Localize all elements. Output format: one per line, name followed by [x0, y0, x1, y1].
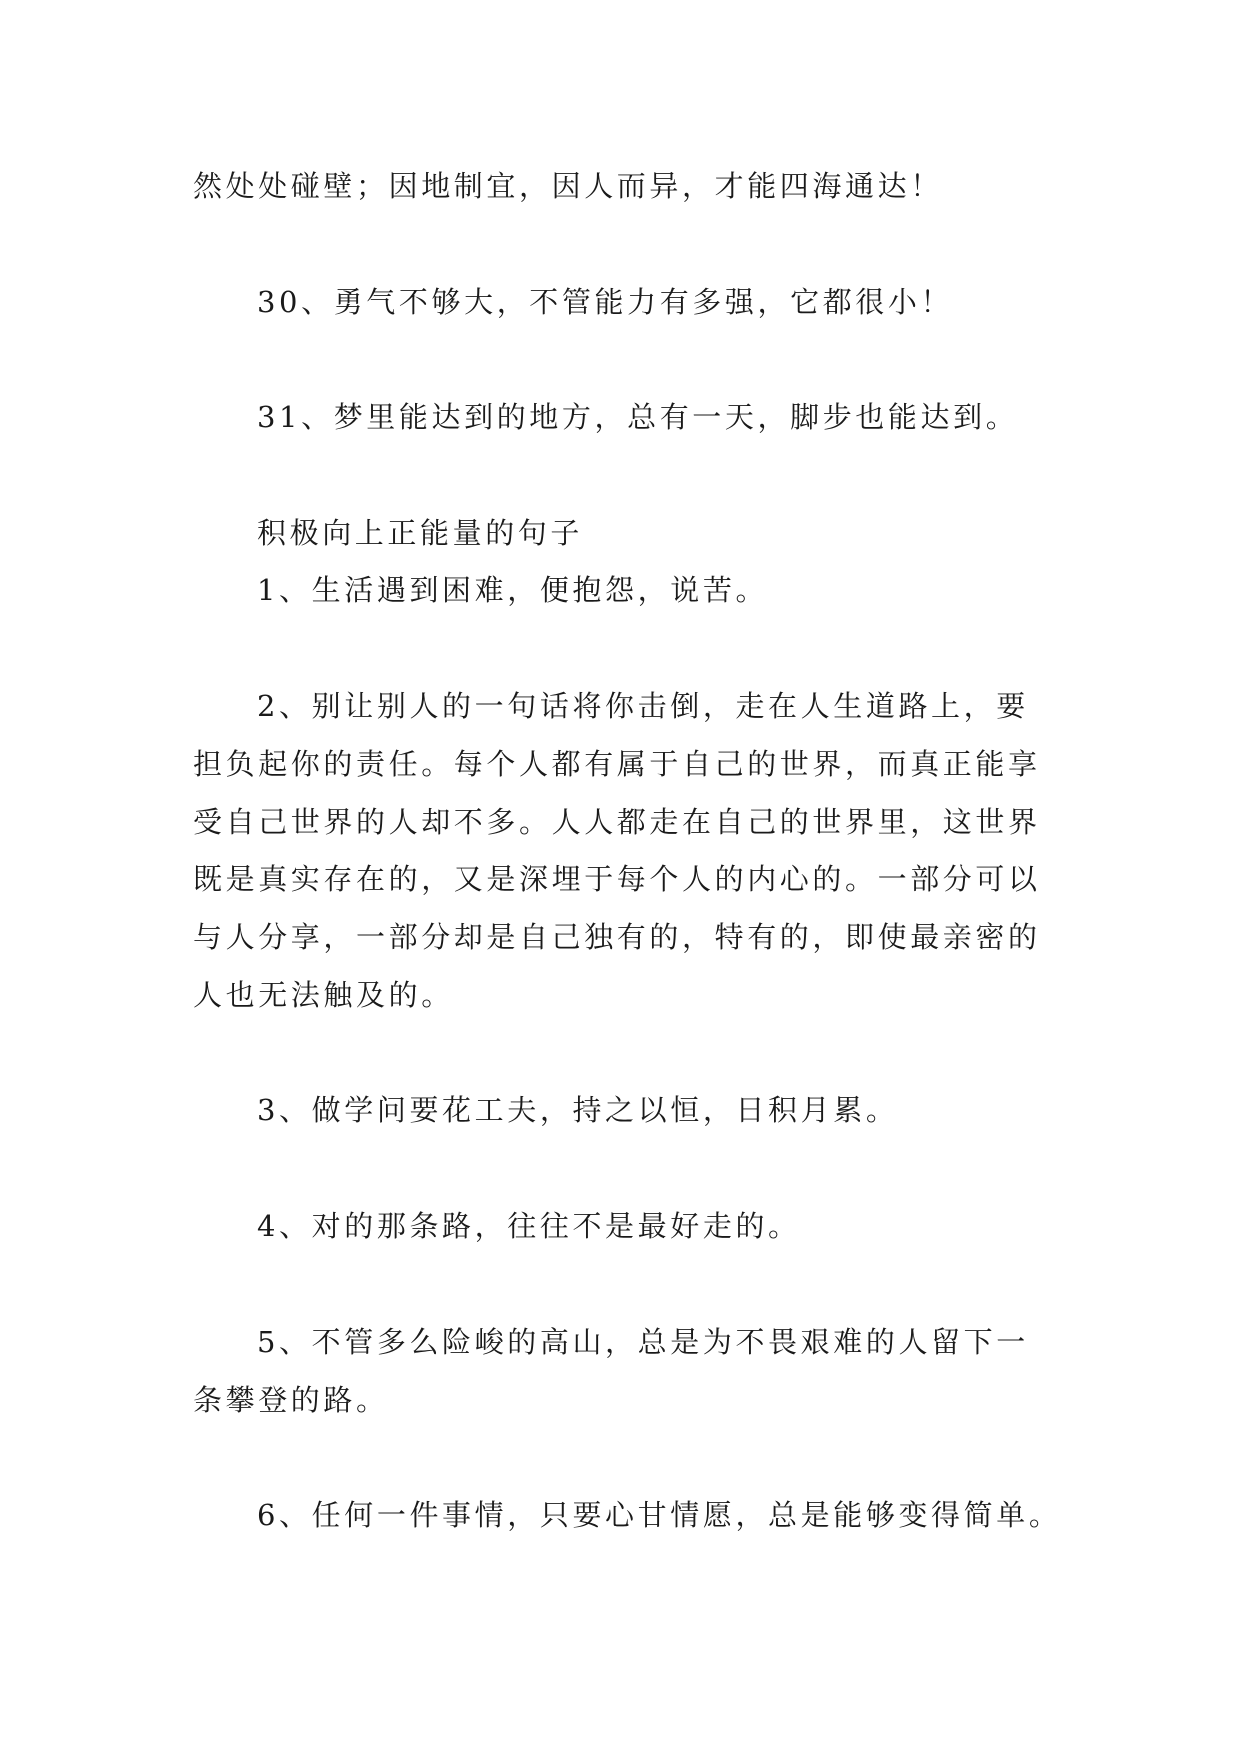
text-item-2-line-2: 担负起你的责任。每个人都有属于自己的世界，而真正能享 [193, 747, 1041, 781]
text-item-5-line-1: 5、不管多么险峻的高山，总是为不畏艰难的人留下一 [257, 1325, 1029, 1359]
text-item-5-line-2: 条攀登的路。 [193, 1383, 389, 1417]
text-item-31: 31、梦里能达到的地方，总有一天，脚步也能达到。 [257, 400, 1019, 434]
text-item-2-line-3: 受自己世界的人却不多。人人都走在自己的世界里，这世界 [193, 805, 1041, 839]
text-line-continuation: 然处处碰壁；因地制宜，因人而异，才能四海通达！ [193, 169, 943, 203]
text-item-2-line-6: 人也无法触及的。 [193, 978, 454, 1012]
text-item-4: 4、对的那条路，往往不是最好走的。 [257, 1209, 801, 1243]
text-item-30: 30、勇气不够大，不管能力有多强，它都很小！ [257, 285, 954, 319]
text-item-2-line-1: 2、别让别人的一句话将你击倒，走在人生道路上，要 [257, 689, 1029, 723]
text-item-2-line-4: 既是真实存在的，又是深埋于每个人的内心的。一部分可以 [193, 862, 1041, 896]
text-item-2-line-5: 与人分享，一部分却是自己独有的，特有的，即使最亲密的 [193, 920, 1041, 954]
text-item-3: 3、做学问要花工夫，持之以恒，日积月累。 [257, 1093, 899, 1127]
section-heading: 积极向上正能量的句子 [257, 516, 584, 550]
text-item-6: 6、任何一件事情，只要心甘情愿，总是能够变得简单。 [257, 1498, 1062, 1532]
text-item-1: 1、生活遇到困难，便抱怨，说苦。 [257, 573, 769, 607]
